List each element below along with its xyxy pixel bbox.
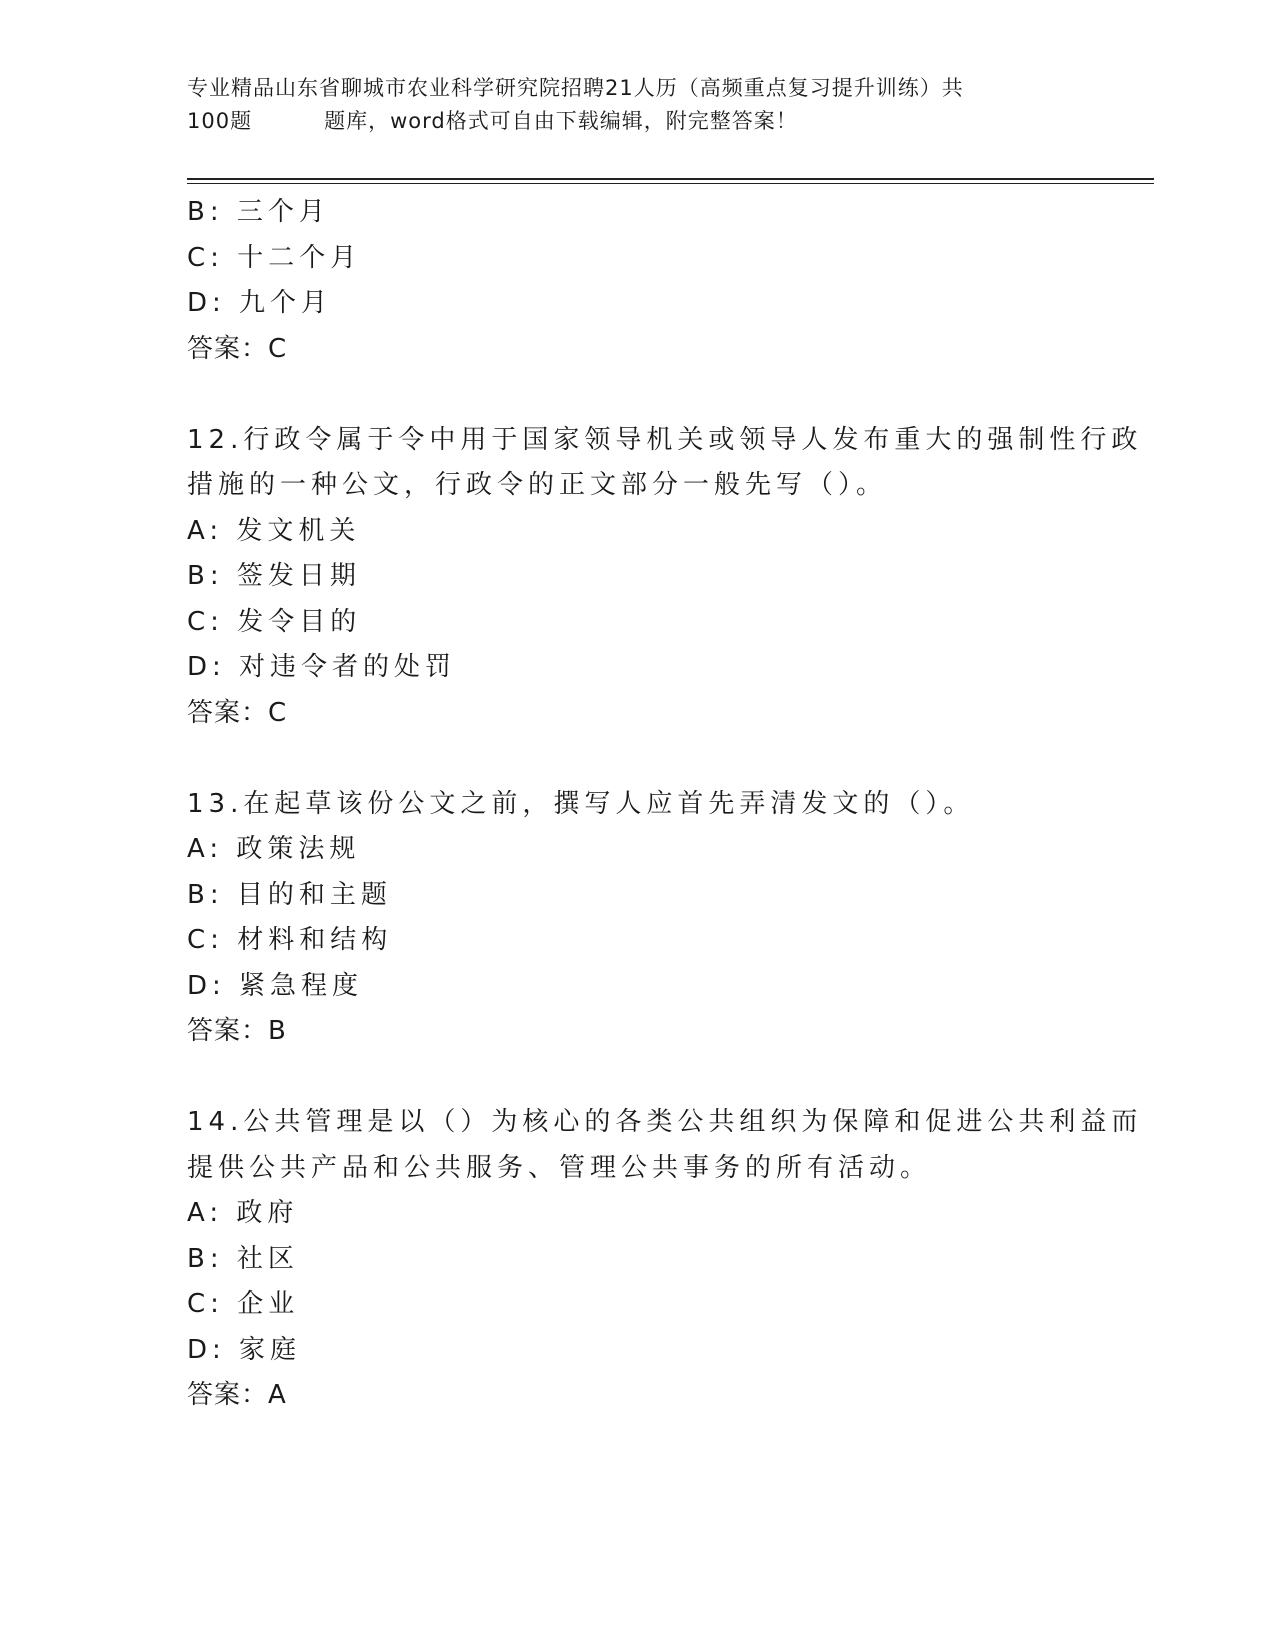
answer-line: 答案：B bbox=[187, 1016, 287, 1046]
question-13 bbox=[187, 782, 1087, 1055]
question-stem-line: 措施的一种公文，行政令的正文部分一般先写（）。 bbox=[187, 470, 888, 500]
option-d: D: 对违令者的处罚 bbox=[187, 652, 457, 682]
question-12 bbox=[187, 418, 1143, 737]
previous-question-tail bbox=[187, 190, 1087, 372]
header-divider-thick bbox=[187, 178, 1154, 180]
document-header bbox=[187, 72, 1067, 138]
answer-line: 答案：A bbox=[187, 1380, 287, 1410]
question-stem-line: 13.在起草该份公文之前，撰写人应首先弄清发文的（）。 bbox=[187, 788, 975, 819]
header-line-2 bbox=[187, 105, 1067, 138]
option-a: A: 政府 bbox=[187, 1198, 299, 1228]
option-d: D: 家庭 bbox=[187, 1334, 302, 1365]
header-divider-thin bbox=[187, 183, 1154, 184]
question-stem-line: 提供公共产品和公共服务、管理公共事务的所有活动。 bbox=[187, 1152, 932, 1183]
answer-line: 答案：C bbox=[187, 333, 288, 364]
question-stem-line: 12.行政令属于令中用于国家领导机关或领导人发布重大的强制性行政 bbox=[187, 424, 1143, 455]
header-description: 题库，word格式可自由下载编辑，附完整答案！ bbox=[324, 109, 798, 133]
answer-line: 答案：C bbox=[187, 697, 288, 728]
option-d: D: 九个月 bbox=[187, 288, 333, 318]
option-c: C: 材料和结构 bbox=[187, 925, 393, 955]
option-b: B: 社区 bbox=[187, 1243, 299, 1274]
question-14 bbox=[187, 1100, 1143, 1419]
option-c: C: 十二个月 bbox=[187, 242, 362, 273]
header-line-1: 专业精品山东省聊城市农业科学研究院招聘21人历（高频重点复习提升训练）共 bbox=[187, 76, 964, 100]
option-d: D: 紧急程度 bbox=[187, 970, 364, 1001]
option-c: C: 企业 bbox=[187, 1289, 300, 1319]
option-b: B: 三个月 bbox=[187, 197, 330, 227]
option-a: A: 政策法规 bbox=[187, 834, 361, 864]
option-c: C: 发令目的 bbox=[187, 606, 362, 637]
option-a: A: 发文机关 bbox=[187, 515, 361, 546]
option-b: B: 签发日期 bbox=[187, 561, 361, 591]
question-stem-line: 14.公共管理是以（）为核心的各类公共组织为保障和促进公共利益而 bbox=[187, 1107, 1143, 1137]
option-b: B: 目的和主题 bbox=[187, 879, 392, 910]
header-count: 100题 bbox=[187, 109, 253, 133]
question-list bbox=[187, 190, 1143, 1419]
